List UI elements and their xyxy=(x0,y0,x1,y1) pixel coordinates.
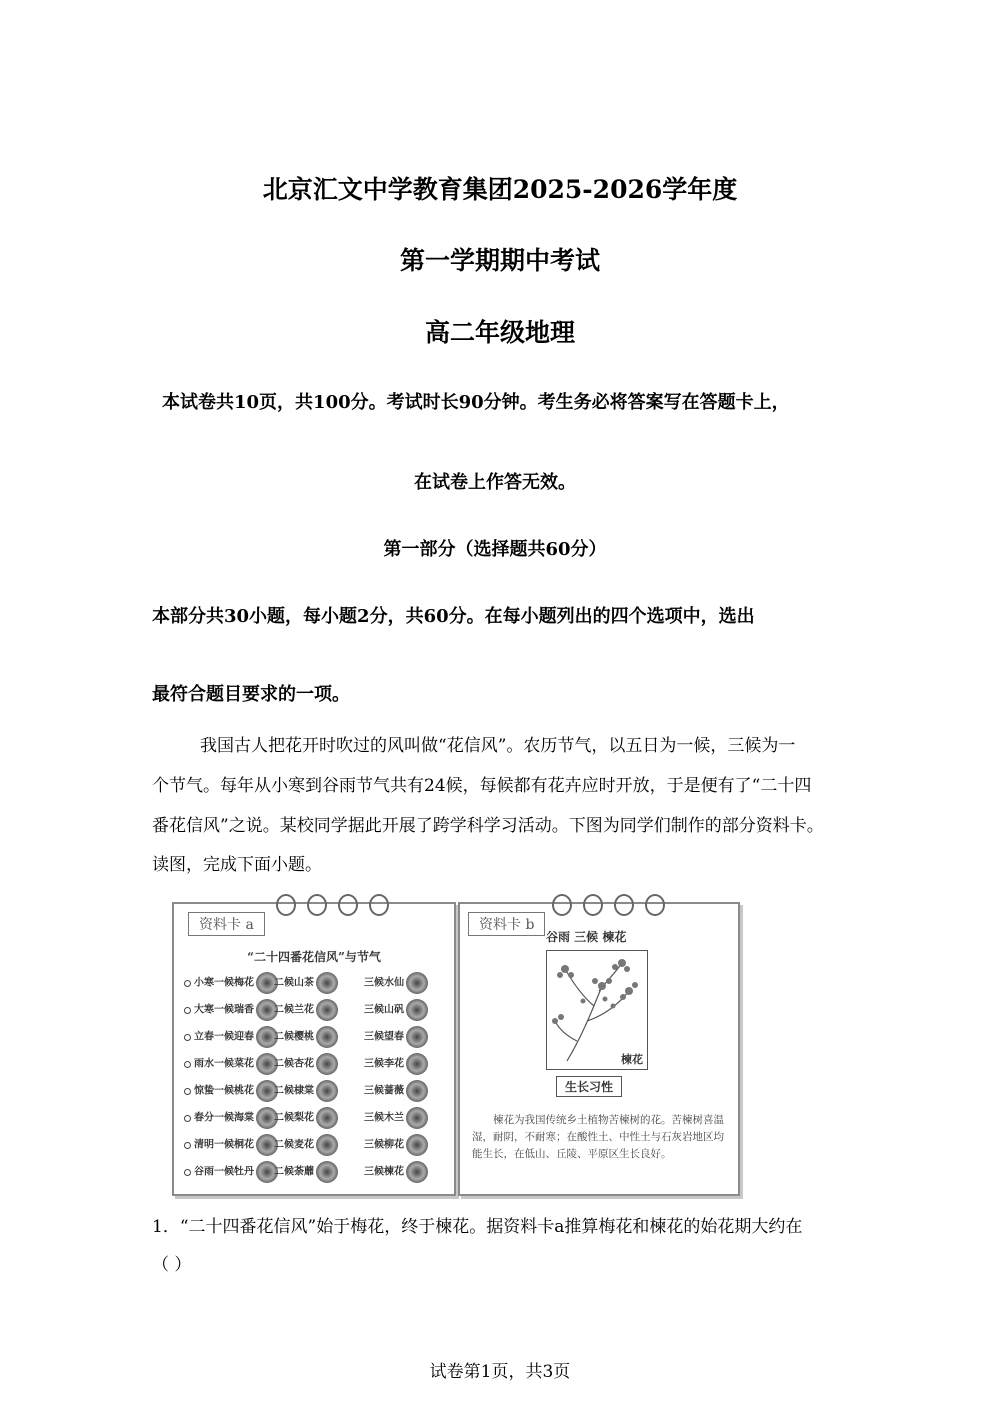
flower-icon xyxy=(406,1107,428,1129)
data-card-a xyxy=(172,902,456,1196)
intro-line2: 个节气。每年从小寒到谷雨节气共有24候，每候都有花卉应时开放，于是便有了“二十四 xyxy=(152,776,812,796)
intro-line3: 番花信风”之说。某校同学据此开展了跨学科学习活动。下图为同学们制作的部分资料卡。 xyxy=(152,816,824,836)
notice-line2: 在试卷上作答无效。 xyxy=(414,472,576,493)
section-instruction-line2: 最符合题目要求的一项。 xyxy=(152,684,350,705)
binder-rings xyxy=(552,894,676,920)
chinaberry-flower-illustration xyxy=(546,950,648,1070)
page-footer: 试卷第1页，共3页 xyxy=(429,1362,571,1382)
notice-line1: 本试卷共10页，共100分。考试时长90分钟。考生务必将答案写在答题卡上， xyxy=(162,392,790,413)
flower-icon xyxy=(316,1053,338,1075)
flower-icon xyxy=(406,1026,428,1048)
flower-row: 立春一候迎春 二候樱桃 三候望春 xyxy=(184,1026,454,1048)
card-a-tag: 资料卡 a xyxy=(188,912,265,936)
flower-icon xyxy=(406,972,428,994)
exam-title-line3: 高二年级地理 xyxy=(424,318,575,347)
picture-label: 楝花 xyxy=(621,1053,643,1066)
flower-icon xyxy=(406,1053,428,1075)
intro-line1: 我国古人把花开时吹过的风叫做“花信风”。农历节气，以五日为一候，三候为一 xyxy=(200,736,796,756)
flower-icon xyxy=(316,1161,338,1183)
flower-icon xyxy=(316,1107,338,1129)
data-card-b xyxy=(458,902,740,1196)
growth-habit-label: 生长习性 xyxy=(556,1076,622,1097)
section-heading: 第一部分（选择题共60分） xyxy=(383,539,607,560)
flower-icon xyxy=(316,1080,338,1102)
exam-title-line2: 第一学期期中考试 xyxy=(399,246,600,275)
question-1-blank: （ ） xyxy=(152,1255,192,1275)
flower-icon xyxy=(316,1026,338,1048)
growth-habit-text: 楝花为我国传统乡土植物苦楝树的花。苦楝树喜温湿，耐阴，不耐寒；在酸性土、中性土与石灰岩地区均能生长，在低山、丘陵、平原区生长良好。 xyxy=(472,1114,724,1160)
flower-row: 春分一候海棠 二候梨花 三候木兰 xyxy=(184,1107,454,1129)
flower-icon xyxy=(406,999,428,1021)
card-a-title: “二十四番花信风”与节气 xyxy=(247,950,381,964)
card-b-tag: 资料卡 b xyxy=(468,912,545,936)
flower-row: 大寒一候瑞香 二候兰花 三候山矾 xyxy=(184,999,454,1021)
flower-icon xyxy=(406,1161,428,1183)
intro-line4: 读图，完成下面小题。 xyxy=(152,855,322,875)
flower-row: 清明一候桐花 二候麦花 三候柳花 xyxy=(184,1134,454,1156)
flower-row: 惊蛰一候桃花 二候棣棠 三候蔷薇 xyxy=(184,1080,454,1102)
flower-row: 小寒一候梅花 二候山茶 三候水仙 xyxy=(184,972,454,994)
flower-icon xyxy=(406,1134,428,1156)
flower-icon xyxy=(316,972,338,994)
flower-row: 雨水一候菜花 二候杏花 三候李花 xyxy=(184,1053,454,1075)
flower-icon xyxy=(406,1080,428,1102)
exam-title-line1: 北京汇文中学教育集团2025-2026学年度 xyxy=(262,175,738,204)
flower-row: 谷雨一候牡丹 二候荼蘼 三候楝花 xyxy=(184,1161,454,1183)
flower-icon xyxy=(316,999,338,1021)
flower-icon xyxy=(316,1134,338,1156)
card-b-heading: 谷雨 三候 楝花 xyxy=(546,930,627,944)
question-1-stem: 1．“二十四番花信风”始于梅花，终于楝花。据资料卡a推算梅花和楝花的始花期大约在 xyxy=(152,1217,803,1237)
section-instruction-line1: 本部分共30小题，每小题2分，共60分。在每小题列出的四个选项中，选出 xyxy=(152,606,755,627)
binder-rings xyxy=(276,894,400,920)
data-card-figure xyxy=(170,888,740,1194)
